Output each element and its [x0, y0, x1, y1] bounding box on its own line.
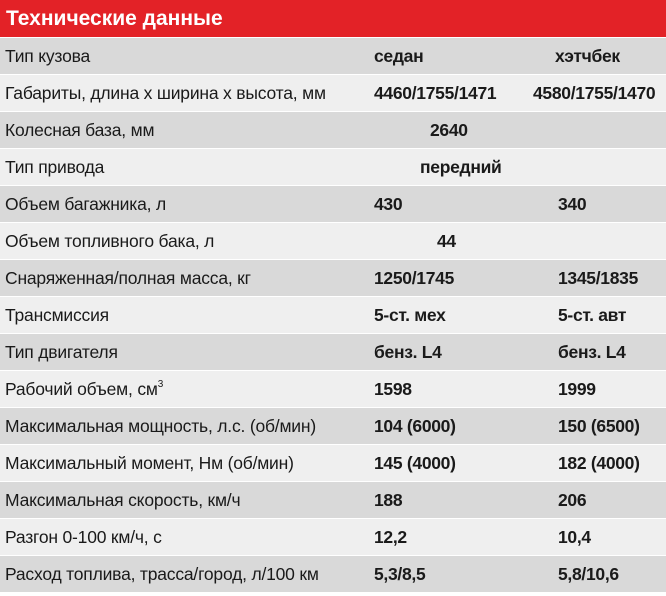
table-row-body-type [0, 37, 666, 74]
row-label: Тип кузова [5, 46, 91, 66]
table-row-fuel-consumption [0, 555, 666, 592]
table-row-trunk-volume [0, 185, 666, 222]
row-label-superscript: 3 [157, 379, 164, 391]
value-sedan: 5-ст. мех [374, 305, 446, 325]
value-sedan: 12,2 [374, 527, 407, 547]
row-label: Объем топливного бака, л [5, 231, 215, 251]
row-label: Габариты, длина x ширина x высота, мм [5, 83, 326, 103]
table-row-engine-type [0, 333, 666, 370]
row-label: Максимальная скорость, км/ч [5, 490, 241, 510]
value-hatchback: 4580/1755/1470 [533, 83, 656, 103]
value-shared: передний [420, 157, 502, 177]
row-label: Снаряженная/полная масса, кг [5, 268, 251, 288]
value-hatchback: 10,4 [558, 527, 591, 547]
row-label: Расход топлива, трасса/город, л/100 км [5, 564, 319, 584]
value-hatchback: 340 [558, 194, 587, 214]
value-sedan: 104 (6000) [374, 416, 456, 436]
table-row-displacement [0, 370, 666, 407]
value-sedan: 1598 [374, 379, 412, 399]
value-hatchback: 1345/1835 [558, 268, 639, 288]
value-sedan: 5,3/8,5 [374, 564, 426, 584]
value-hatchback: 182 (4000) [558, 453, 640, 473]
table-row-drive-type [0, 148, 666, 185]
value-sedan: 188 [374, 490, 403, 510]
row-label-text: Рабочий объем, см [5, 379, 158, 399]
row-label: Колесная база, мм [5, 120, 155, 140]
table-title: Технические данные [0, 0, 666, 37]
row-label: Максимальная мощность, л.с. (об/мин) [5, 416, 316, 436]
table-row-dimensions [0, 74, 666, 111]
value-hatchback: хэтчбек [555, 46, 620, 66]
value-shared: 2640 [430, 120, 468, 140]
value-sedan: 145 (4000) [374, 453, 456, 473]
row-label: Тип привода [5, 157, 105, 177]
row-label [5, 371, 363, 407]
value-hatchback: 1999 [558, 379, 596, 399]
value-shared: 44 [437, 231, 456, 251]
table-row-mass [0, 259, 666, 296]
row-label: Трансмиссия [5, 305, 109, 325]
table-row-fuel-tank [0, 222, 666, 259]
row-label: Разгон 0-100 км/ч, с [5, 527, 162, 547]
table-row-wheelbase [0, 111, 666, 148]
value-sedan: 1250/1745 [374, 268, 455, 288]
value-hatchback: 5,8/10,6 [558, 564, 619, 584]
table-row-max-power [0, 407, 666, 444]
table-row-acceleration [0, 518, 666, 555]
row-label: Тип двигателя [5, 342, 118, 362]
value-sedan: 4460/1755/1471 [374, 83, 497, 103]
value-sedan: 430 [374, 194, 403, 214]
row-label: Объем багажника, л [5, 194, 166, 214]
table-row-max-torque [0, 444, 666, 481]
value-hatchback: 206 [558, 490, 587, 510]
value-hatchback: 5-ст. авт [558, 305, 627, 325]
row-label: Максимальный момент, Нм (об/мин) [5, 453, 294, 473]
value-hatchback: бенз. L4 [558, 342, 626, 362]
table-row-transmission [0, 296, 666, 333]
value-hatchback: 150 (6500) [558, 416, 640, 436]
value-sedan: бенз. L4 [374, 342, 442, 362]
value-sedan: седан [374, 46, 424, 66]
table-row-max-speed [0, 481, 666, 518]
